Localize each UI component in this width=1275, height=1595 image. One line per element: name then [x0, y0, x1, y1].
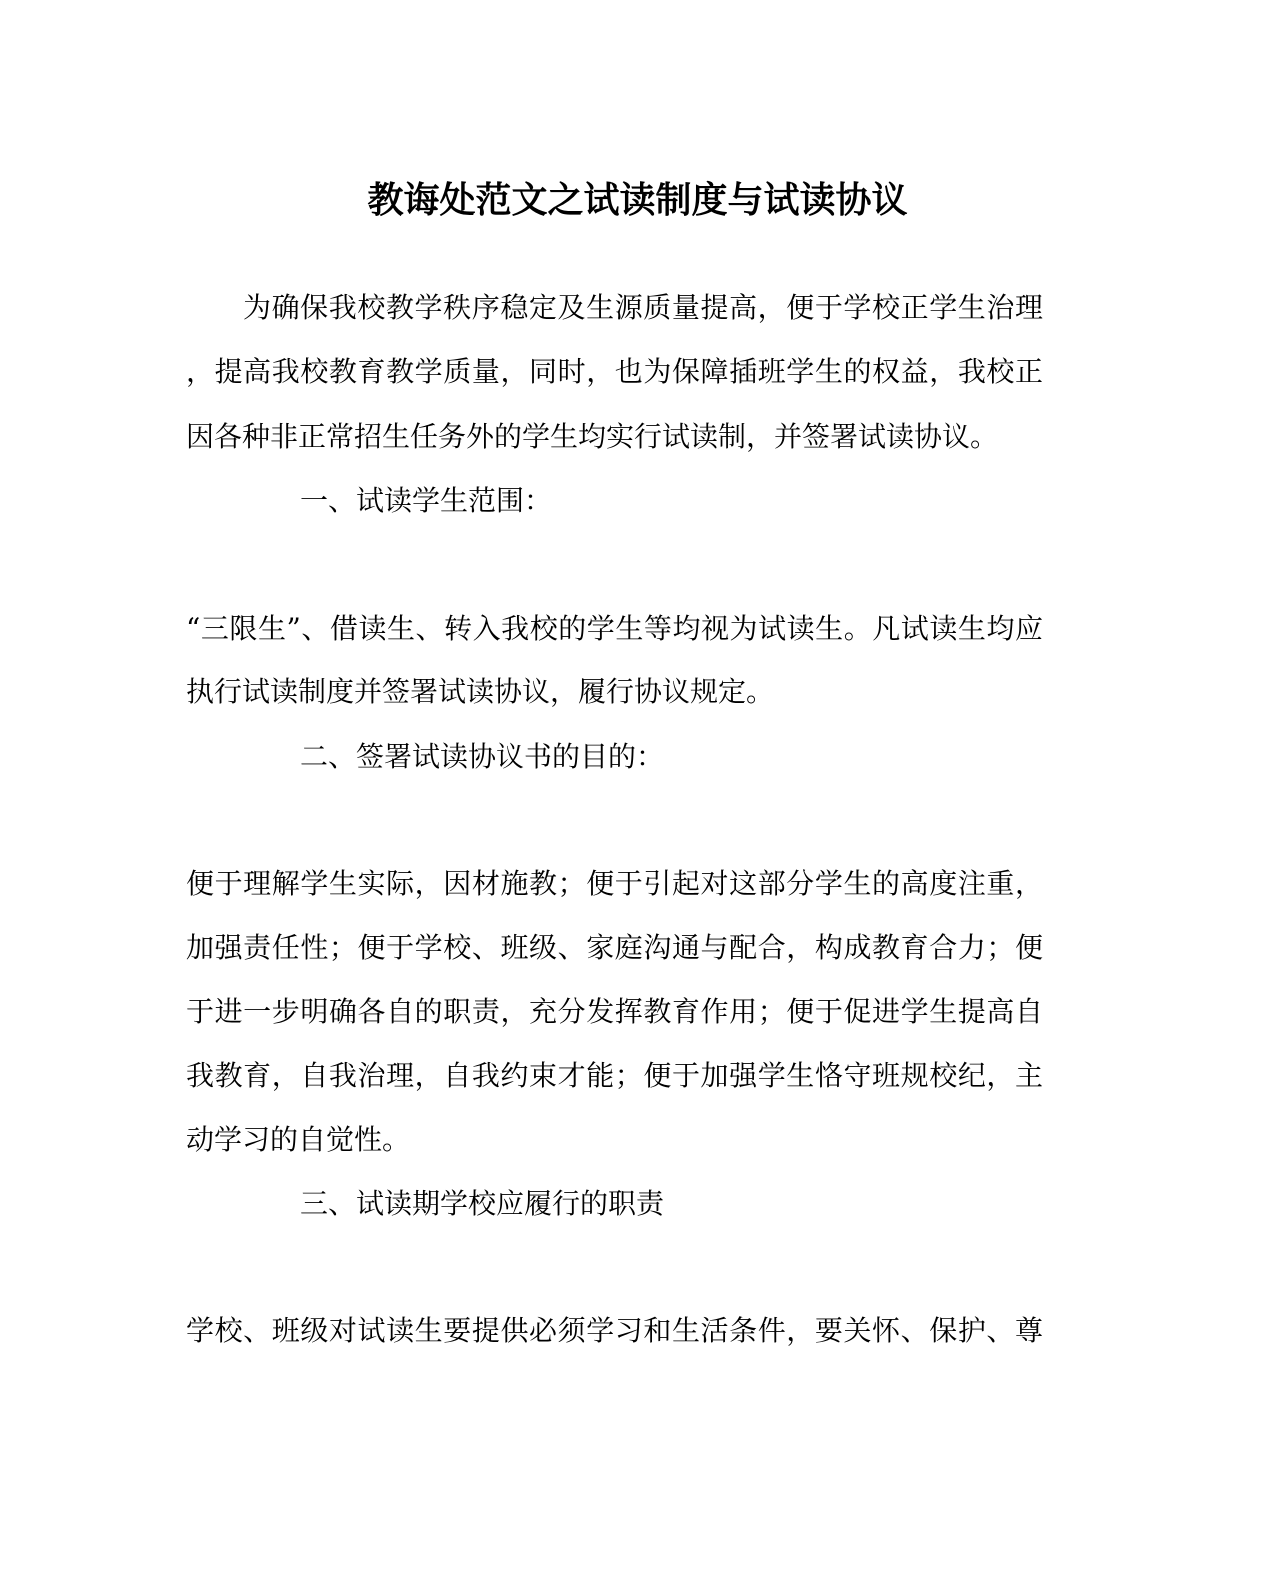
section-heading-2: 二、签署试读协议书的目的：	[300, 740, 665, 773]
intro-line: ，提高我校教育教学质量，同时，也为保障插班学生的权益，我校正	[186, 355, 1043, 388]
section2-line: 于进一步明确各自的职责，充分发挥教育作用；便于促进学生提高自	[186, 995, 1043, 1028]
section2-line: 我教育，自我治理，自我约束才能；便于加强学生恪守班规校纪，主	[186, 1059, 1043, 1092]
section1-line: 执行试读制度并签署试读协议，履行协议规定。	[186, 675, 775, 708]
section-heading-3: 三、试读期学校应履行的职责	[300, 1187, 665, 1220]
intro-line: 因各种非正常招生任务外的学生均实行试读制，并签署试读协议。	[186, 420, 999, 453]
document-title: 教诲处范文之试读制度与试读协议	[367, 179, 908, 221]
section3-line: 学校、班级对试读生要提供必须学习和生活条件，要关怀、保护、尊	[186, 1314, 1043, 1347]
section2-line: 动学习的自觉性。	[186, 1123, 411, 1156]
section2-line: 加强责任性；便于学校、班级、家庭沟通与配合，构成教育合力；便	[186, 931, 1043, 964]
section1-line: “三限生”、借读生、转入我校的学生等均视为试读生。凡试读生均应	[186, 612, 1043, 645]
intro-line: 为确保我校教学秩序稳定及生源质量提高，便于学校正学生治理	[243, 291, 1043, 324]
section-heading-1: 一、试读学生范围：	[300, 484, 553, 517]
section2-line: 便于理解学生实际，因材施教；便于引起对这部分学生的高度注重，	[186, 867, 1043, 900]
